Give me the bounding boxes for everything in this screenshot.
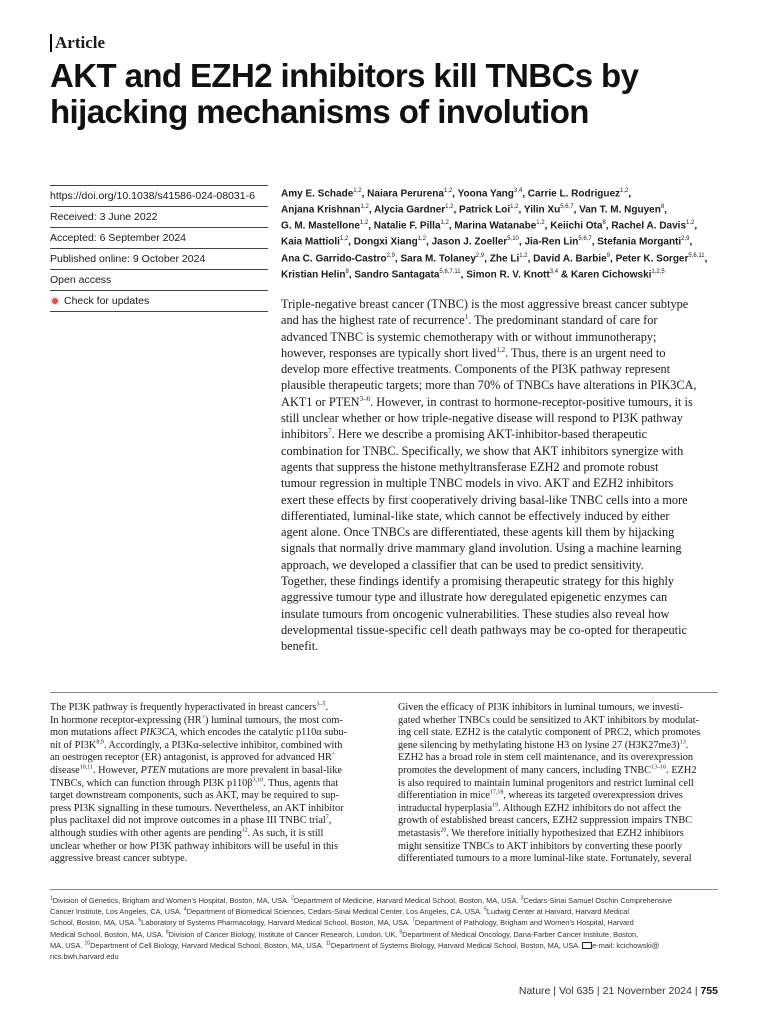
issue-date: 21 November 2024 — [602, 985, 692, 997]
body-text-line: mon mutations affect PIK3CA, which encodes the catalytic p110α subu- — [50, 727, 348, 739]
body-text-line: press PI3K signalling in these tumours. Nevertheless, an AKT inhibitor — [50, 802, 344, 814]
body-text-line: intraductal hyperplasia$^{19}$. Although EZH2 inhibitors do not affect the — [398, 802, 681, 814]
body-text-line: unclear whether or how PI3K pathway inhibitors will be useful in this — [50, 840, 338, 852]
body-text-line: is also required to maintain luminal progenitors and restrict luminal cell — [398, 777, 694, 789]
open-access-label: Open access — [50, 269, 268, 290]
author-line: Kristian Helin$^8$, Sandro Santagata$^{5,6,7,11}$, Simon R. V. Knott$^{3,4}$ & Karen Cichowski$^{1,2,5}$ — [281, 268, 665, 280]
abstract-line: Together, these findings identify a promising therapeutic strategy for this highly — [281, 574, 675, 589]
check-for-updates-button[interactable] — [50, 290, 268, 312]
footnote-line: School, Boston, MA, USA. $^6$Laboratory of Systems Pharmacology, Harvard Medical School, Boston, MA, USA. $^7$Department of Pathology, Brigham and Women's Hospital, Harvard — [50, 917, 634, 928]
author-line: Kaia Mattioli$^{1,2}$, Dongxi Xiang$^{1,2}$, Jason J. Zoeller$^{5,10}$, Jia-Ren Lin$^{5,6,7}$, Stefania Morganti$^{2,9}$, — [281, 236, 693, 248]
abstract-line: signals that normally drive mammary gland involution. Using a machine learning — [281, 541, 682, 556]
body-text-line: although studies with other agents are pending$^{12}$. As such, it is still — [50, 827, 324, 839]
footnote-line: Cancer Institute, Los Angeles, CA, USA. $^4$Department of Biomedical Sciences, Cedars-Sinai Medical Center, Los Angeles, CA, USA. $^5$Ludwig Center at Harvard, Harvard Medical — [50, 906, 630, 917]
abstract-line: agents that suppress the histone methyltransferase EZH2 and promote robust — [281, 459, 659, 474]
check-for-updates-label: Check for updates — [64, 295, 150, 307]
body-text-line: gene silencing by methylating histone H3 on lysine 27 $(H3K27me3)^{13}$. — [398, 739, 689, 751]
footer-separator: | — [694, 985, 701, 997]
body-text-line: TNBCs, which can function through PI3K $p110\beta^{3,10}$. Thus, agents that — [50, 777, 339, 789]
body-text-line: an oestrogen receptor (ER) antagonist, is approved for advanced HR+ — [50, 751, 336, 764]
article-metadata — [50, 185, 268, 312]
article-title — [50, 58, 730, 130]
body-text-line: In hormone receptor-expressing (HR+) luminal tumours, the most com- — [50, 714, 343, 726]
body-text-line: differentiated tumours to a more luminal-like state. Fortunately, several — [398, 853, 692, 865]
check-for-updates-icon — [50, 296, 60, 306]
abstract-line: approach, we developed a classifier that can be used to predict sensitivity. — [281, 557, 644, 572]
abstract-line: AKT1 or PTEN$^{3-6}$. However, in contrast to hormone-receptor-positive tumours, it is — [281, 394, 693, 409]
abstract-line: exert these effects by first cooperatively driving basal-like TNBC cells into a more — [281, 492, 688, 507]
body-text-line: Given the efficacy of PI3K inhibitors in luminal tumours, we investi- — [398, 702, 683, 713]
abstract-line: plausible therapeutic targets; more than 70% of TNBCs have alterations in PIK3CA, — [281, 378, 697, 393]
section-divider — [50, 692, 718, 693]
journal-volume: Vol 635 — [558, 985, 594, 997]
abstract-line: and has the highest rate of recurrence$^1$. The predominant standard of care for — [281, 313, 658, 328]
accepted-date: Accepted: 6 September 2024 — [50, 227, 268, 248]
abstract-line: advanced TNBC is systemic chemotherapy with or without immunotherapy; — [281, 329, 657, 344]
abstract-line: benefit. — [281, 639, 319, 654]
author-line: Amy E. Schade$^{1,2}$, Naiara Perurena$^{1,2}$, Yoona Yang$^{3,4}$, Carrie L. Rodriguez$^{1,2}$, — [281, 188, 632, 200]
journal-name: Nature — [518, 985, 551, 997]
footnote-line: rics.bwh.harvard.edu — [50, 952, 119, 962]
published-date: Published online: 9 October 2024 — [50, 248, 268, 269]
body-text-line: aggressive breast cancer subtype. — [50, 853, 188, 865]
abstract-line: develop more effective treatments. Components of the PI3K pathway represent — [281, 362, 671, 377]
body-text-line: target downstream components, such as AKT, may be required to sup- — [50, 790, 340, 802]
abstract-line: developmental tissue-specific cell death pathways may be co-opted for therapeutic — [281, 622, 687, 637]
abstract-line: still unclear whether or how triple-negative disease will respond to PI3K pathway — [281, 411, 683, 426]
body-text-line: plus paclitaxel did not improve outcomes in a phase III TNBC trial$^7$, — [50, 814, 332, 827]
abstract-line: combination for TNBC. Specifically, we show that AKT inhibitors synergize with — [281, 443, 684, 458]
body-text-line: differentiation in mice$^{17,18}$, whereas its targeted overexpression drives — [398, 789, 683, 802]
body-text-line: growth of established breast cancers, EZH2 suppression impairs TNBC — [398, 815, 693, 827]
footnote-line: Medical School, Boston, MA, USA. $^8$Division of Cancer Biology, Institute of Cancer Research, London, UK. $^9$Department of Medical Oncology, Dana-Farber Cancer Institute, Boston, — [50, 929, 639, 939]
body-text-line: promotes the development of many cancers, including TNBC$^{13-16}$. EZH2 — [398, 764, 697, 776]
title-line: hijacking mechanisms of involution — [50, 93, 589, 130]
abstract-line: however, responses are typically short lived$^{1,2}$. Thus, there is an urgent need to — [281, 345, 666, 360]
body-text-line: gated whether TNBCs could be sensitized to AKT inhibitors by modulat- — [398, 714, 700, 726]
affiliations-footnote — [50, 895, 720, 962]
footnote-divider — [50, 889, 718, 890]
author-line: G. M. Mastellone$^{1,2}$, Natalie F. Pilla$^{1,2}$, Marina Watanabe$^{1,2}$, Keiichi Ota$^8$, Rachel A. Davis$^{1,2}$, — [281, 220, 698, 232]
abstract-line: agent alone. Once TNBCs are differentiated, these agents kill them by hijacking — [281, 525, 675, 540]
abstract-line: Triple-negative breast cancer (TNBC) is the most aggressive breast cancer subtype — [281, 297, 689, 311]
abstract-line: aggressive tumour type and illustrate how deregulated epigenetic enzymes can — [281, 590, 668, 605]
abstract-line: insulate tumours from oncogenic vulnerabilities. These studies also reveal how — [281, 606, 670, 621]
body-text-line: EZH2 has a broad role in stem cell maintenance, and its overexpression — [398, 752, 694, 764]
received-date: Received: 3 June 2022 — [50, 206, 268, 227]
author-list — [281, 185, 721, 282]
footer-separator: | — [596, 985, 603, 997]
title-line: AKT and EZH2 inhibitors kill TNBCs by — [50, 57, 639, 94]
footer-separator: | — [553, 985, 559, 997]
article-type-rule — [50, 34, 52, 52]
author-line: Ana C. Garrido-Castro$^{2,9}$, Sara M. Tolaney$^{2,9}$, Zhe Li$^{1,2}$, David A. Barbie$^9$, Peter K. Sorger$^{5,6,11}$, — [281, 252, 708, 264]
body-column-right — [398, 702, 718, 866]
abstract-line: tumour regression in multiple TNBC models in vivo. AKT and EZH2 inhibitors — [281, 476, 674, 491]
body-text-line: nit of $PI3K^{8,9}$. Accordingly, a PI3Kα-selective inhibitor, combined with — [50, 739, 343, 751]
page-number: 755 — [700, 985, 718, 997]
doi-link[interactable]: https://doi.org/10.1038/s41586-024-08031-6 — [50, 185, 268, 206]
page-footer — [519, 985, 718, 997]
body-text-line: disease$^{10,11}$. However, PTEN mutations are more prevalent in basal-like — [50, 764, 342, 776]
body-text-line: ing cell state. EZH2 is the catalytic component of PRC2, which promotes — [398, 727, 701, 739]
body-text-line: might sensitize TNBCs to AKT inhibitors by converting these poorly — [398, 840, 683, 852]
abstract — [281, 296, 721, 655]
author-line: Anjana Krishnan$^{1,2}$, Alycia Gardner$^{1,2}$, Patrick Loi$^{1,2}$, Yilin Xu$^{5,6,7}$, Van T. M. Nguyen$^8$, — [281, 204, 667, 216]
body-column-left — [50, 702, 370, 866]
footnote-line: MA, USA. $^{10}$Department of Cell Biology, Harvard Medical School, Boston, MA, USA. $^{11}$Department of Systems Biology, Harvard Medical School, Boston, MA, USA. e-mail: kcichowski@ — [50, 940, 660, 950]
abstract-line: differentiated, luminal-like state, which cannot be effectively induced by either — [281, 508, 670, 523]
abstract-line: inhibitors$^7$. Here we describe a promising AKT-inhibitor-based therapeutic — [281, 427, 648, 442]
body-text-line: metastasis$^{20}$. We therefore initially hypothesized that EZH2 inhibitors — [398, 827, 684, 839]
article-type-label: Article — [55, 33, 106, 52]
footnote-line: $^1$Division of Genetics, Brigham and Women's Hospital, Boston, MA, USA. $^2$Department of Medicine, Harvard Medical School, Boston, MA, USA. $^3$Cedars-Sinai Samuel Oschin Comprehensive — [50, 895, 673, 905]
body-text-line: The PI3K pathway is frequently hyperactivated in breast cancers$^{3-5}$. — [50, 701, 329, 713]
